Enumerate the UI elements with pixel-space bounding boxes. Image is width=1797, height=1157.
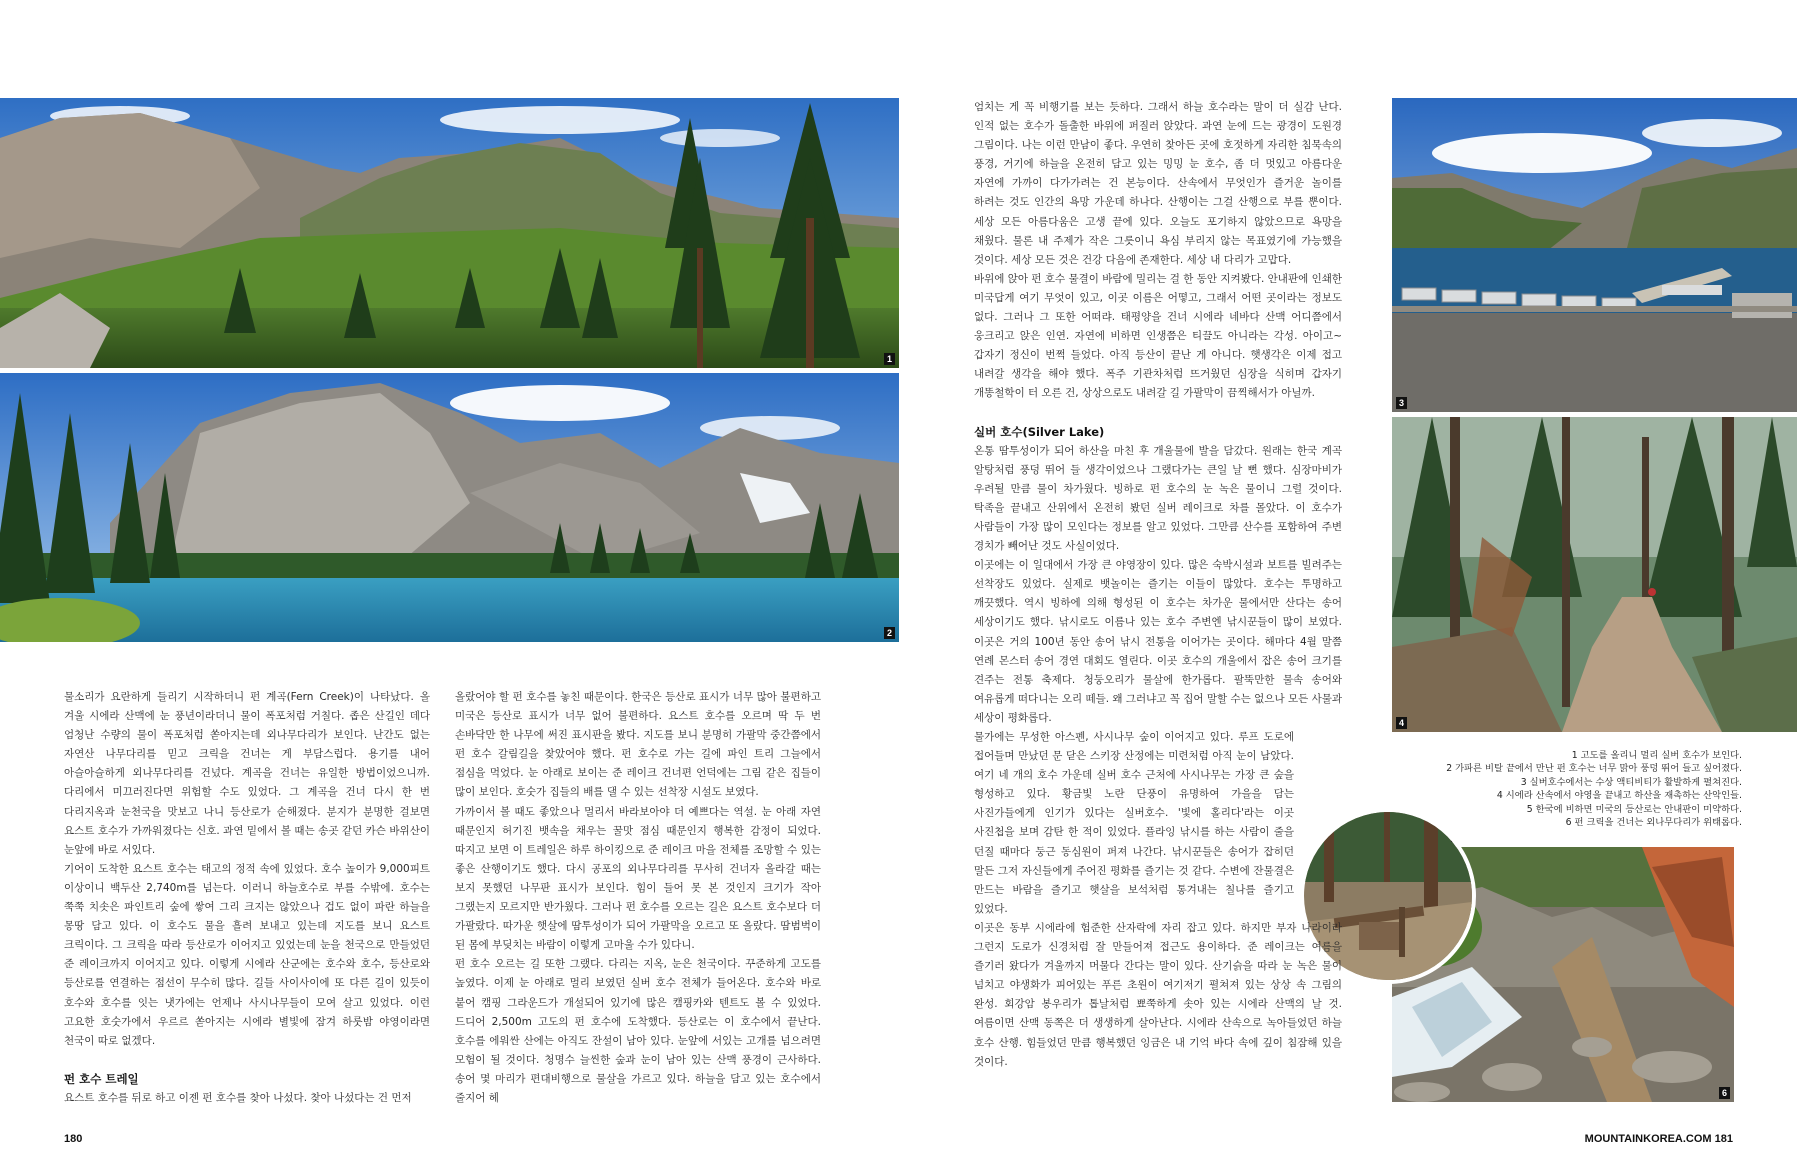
caption-1: 1 고도를 올리니 멀리 실버 호수가 보인다. — [1571, 750, 1742, 761]
photo-number-badge: 6 — [1719, 1087, 1730, 1099]
photo-number-badge: 1 — [884, 353, 895, 365]
photo-captions — [1442, 749, 1742, 829]
photo-number-badge: 2 — [884, 627, 895, 639]
caption-3: 3 실버호수에서는 수상 액티비티가 활발하게 펼쳐진다. — [1520, 776, 1742, 788]
magazine-site: MOUNTAINKOREA.COM — [1584, 1133, 1712, 1145]
body-paragraph: 가까이서 볼 때도 좋았으나 멀리서 바라보아야 더 예쁘다는 역설. 눈 아래 자연 때문인지 허기진 뱃속을 채우는 꿀맛 점심 때문인지 행복한 감정이 되었다. 따지고 보면 이 트레일은 하루 하이킹으로 준 레이크 마을 전체를 조망할 수 있는 좋은 산행이기도 했다. 다시 공포의 외나무다리를 무사히 건너자 올라갈 때는 보지 못했던 나무판 표시가 보인다. 힘이 들어 못 본 것인지 크기가 작아 그랬는지 모르지만 반가웠다. 그러나 펀 호수를 오르는 길은 요스트 호수보다 더 가팔랐다. 따가운 햇살에 땀투성이가 되어 가팔막을 오르고 또 올랐다. 땀범벅이 된 몸에 부딪치는 바람이 이렇게 고마울 수가 있다니. — [455, 805, 821, 952]
left-page-column-1 — [64, 688, 430, 1108]
left-page-column-2 — [455, 688, 821, 1108]
photo-forest-trail — [1392, 417, 1797, 732]
folio-right — [1585, 1133, 1733, 1145]
body-paragraph: 기어이 도착한 요스트 호수는 태고의 정적 속에 있었다. 호수 높이가 9,000피트 이상이니 백두산 2,740m를 넘는다. 이러니 하늘호수로 부를 수밖에. 호수는 쭉쭉 치솟은 파인트리 숲에 쌓여 그리 크지는 않았으나 겁도 없이 파란 하늘을 몽땅 담고 있다. 이 호수도 물을 흘려 보내고 있는데 지도를 보니 요스트 크릭이다. 그 크릭을 따라 등산로가 이어지고 있었는데 눈을 천국으로 만들었던 준 레이크까지 이어지고 있다. 이렇게 시에라 산군에는 호수와 호수, 등산로와 등산로를 연결하는 점선이 무수히 많다. 길들 사이사이에 또 다른 길이 있듯이 호수와 호수를 잇는 냇가에는 언제나 사시나무들이 모여 살고 있었다. 이런 고요한 호숫가에서 우르르 쏟아지는 시에라 별빛에 잠겨 하룻밤 야영이라면 천국이 따로 없겠다. — [64, 862, 430, 1047]
body-paragraph: 펀 호수 오르는 길 또한 그랬다. 다리는 지옥, 눈은 천국이다. 꾸준하게 고도를 높였다. 이제 눈 아래로 멀리 보였던 실버 호수 전체가 들어온다. 호수와 바로 붙어 캠핑 그라운드가 개설되어 있기에 많은 캠핑카와 텐트도 볼 수 있었다. 드디어 2,500m 고도의 펀 호수에 도착했다. 등산로는 이 호수에서 끝난다. 호수를 에워싼 산에는 아직도 잔설이 남아 있다. 눈앞에 서있는 고개를 넘으려면 모험이 될 것이다. 청명수 늘씬한 숲과 눈이 남아 있는 산맥 풍경이 근사하다. 송어 몇 마리가 편대비행으로 물살을 가르고 있다. 하늘을 담고 있는 호수에서 줄지어 헤 — [455, 958, 821, 1104]
photo-number-badge: 3 — [1396, 397, 1407, 409]
body-paragraph: 이곳은 동부 시에라에 험준한 산자락에 자리 잡고 있다. 하지만 부자 나라이라 그런지 도로가 신경처럼 잘 만들어져 접근도 용이하다. 준 레이크는 여름을 즐기러 왔다가 겨울까지 머물다 간다는 말이 있다. 산기슭을 따라 눈 녹은 물이 넘치고 야생화가 피어있는 푸른 초원이 여기저기 펼쳐져 있는 상상 속 그림의 완성. 회강암 봉우리가 톱날처럼 뾰쭉하게 솟아 있는 시에라 산맥의 날 것. 여름이면 산맥 동쪽은 더 생생하게 살아난다. 시에라 산속으로 녹아들었던 하늘 호수 산행. 힘들었던 만큼 행복했던 잉금은 내 기억 바다 속에 깊이 침잠해 있을 것이다. — [974, 921, 1342, 1068]
caption-2: 2 가파른 비탈 끝에서 만난 펀 호수는 너무 맑아 풍덩 뛰어 들고 싶어졌다. — [1446, 763, 1742, 775]
photo-number-badge: 5 — [1451, 830, 1462, 842]
photo-fern-lake — [0, 373, 899, 642]
right-page-column — [974, 98, 1342, 1072]
body-paragraph: 바위에 앉아 펀 호수 물결이 바람에 밀리는 걸 한 동안 지켜봤다. 안내판에 인쇄한 미국답게 여기 무엇이 있고, 이곳 이름은 어떻고, 그래서 어떤 곳이라는 정보도 없다. 그러나 그 또한 어떠랴. 태평양을 건너 시에라 네바다 산맥 어디쯤에서 웅크리고 앉은 인연. 자연에 비하면 인생쯤은 티끌도 아니라는 각성. 아이고~ 갑자기 정신이 번쩍 들었다. 아직 등산이 끝난 게 아니다. 햇생각은 이제 접고 내려갈 생각을 해야 했다. 폭주 기관차처럼 뜨거웠던 심장을 식히며 갑자기 개똥철학이 터 오른 건, 상상으로도 내려갈 길 가팔막이 끔찍해서가 아닐까. — [974, 272, 1342, 400]
body-paragraph: 요스트 호수를 뒤로 하고 이젠 펀 호수를 찾아 나섰다. 찾아 나섰다는 건 먼저 — [64, 1091, 412, 1104]
section-heading: 펀 호수 트레일 — [64, 1071, 139, 1086]
body-paragraph: 물소리가 요란하게 들리기 시작하더니 펀 계곡(Fern Creek)이 나타났다. 올 겨울 시에라 산맥에 눈 풍년이라더니 물이 폭포처럼 거칠다. 좁은 산길인 데다 엄청난 수량의 물이 폭포처럼 쏟아지는데 외나무다리가 보인다. 난간도 없는 자연산 나무다리를 믿고 크릭을 건너는 게 부담스럽다. 용기를 내어 아슬아슬하게 외나무다리를 건넜다. 계곡을 건너는 유일한 방법이었으니까. 다리에서 미끄러진다면 위험할 수도 있었다. 그 계곡을 건너 다시 한 번 다리지옥과 눈천국을 맛보고 나니 등산로가 순해졌다. 분지가 분명한 걸보면 요스트 호수가 가까워졌다는 신호. 과연 밑에서 볼 때는 송곳 같던 카슨 바위산이 눈앞에 바로 서있다. — [64, 691, 430, 856]
photo-valley-panorama — [0, 98, 899, 368]
caption-4: 4 시에라 산속에서 야영을 끝내고 하산을 재촉하는 산악인들. — [1496, 790, 1742, 802]
photo-silver-lake-docks — [1392, 98, 1797, 412]
caption-6: 6 펀 크릭을 건너는 외나무다리가 위태롭다. — [1565, 817, 1742, 829]
body-paragraph: 올랐어야 할 펀 호수를 놓친 때문이다. 한국은 등산로 표시가 너무 많아 불편하고 미국은 등산로 표시가 너무 없어 불편하다. 요스트 호수를 오르며 딱 두 번 손바닥만 한 나무에 써진 표시판을 봤다. 지도를 보니 분명히 가팔막 중간쯤에서 펀 호수 갈림길을 찾았어야 했다. 펀 호수로 가는 길에 파인 트리 그늘에서 점심을 먹었다. 눈 아래로 보이는 준 레이크 건너편 언덕에는 그림 같은 집들이 많이 보인다. 호숫가 집들의 배를 댈 수 있는 선착장 시설도 보였다. — [455, 691, 821, 799]
body-paragraph: 물가에는 무성한 아스펜, 사시나무 숲이 이어지고 있다. 루프 도로에 접어들며 만났던 문 닫은 스키장 산정에는 미련처럼 아직 눈이 남았다. 여기 네 개의 호수 가운데 실버 호수 근처에 사시나무는 가장 큰 숲을 형성하고 있다. 황금빛 노란 단풍이 유명하여 가을을 담는 사진가들에게 인기가 있다는 실버호수. '빛에 홀리다'라는 이곳 사진첩을 보며 감탄 한 적이 있었다. 플라잉 낚시를 하는 사람이 줄을 던질 때마다 둥근 동심원이 퍼져 나간다. 낚시꾼들은 송어가 잡히던 말든 그저 자신들에게 주어진 평화를 즐기는 것 같다. 수변에 잔물결은 만드는 바람을 즐기고 햇살을 보석처럼 통겨내는 칠나를 즐기고 있었다. — [974, 731, 1294, 915]
caption-5: 5 한국에 비하면 미국의 등산로는 안내판이 미약하다. — [1526, 803, 1742, 815]
body-paragraph: 이곳에는 이 일대에서 가장 큰 야영장이 있다. 많은 숙박시설과 보트를 빌려주는 선착장도 있었다. 실제로 뱃놀이는 즐기는 이들이 많았다. 호수는 투명하고 깨끗했다. 역시 빙하에 의해 형성된 이 호수는 차가운 물에서만 산다는 송어 세상이기도 했다. 낚시로도 이름나 있는 호수 주변엔 낚시꾼들이 많이 보였다. 이곳은 거의 100년 동안 송어 낚시 전통을 이어가는 곳이다. 해마다 4월 말쯤 연례 몬스터 송어 경연 대회도 열린다. 이곳 호수의 개울에서 잡은 송어 크기를 견주는 전통 축제다. 청둥오리가 물살에 한가롭다. 팔뚝만한 물속 송어와 여유롭게 떠다니는 오리 떼들. 왜 그러냐고 꼭 집어 말할 수는 없으나 모든 사물과 세상이 평화롭다. — [974, 559, 1342, 724]
page-number-left: 180 — [64, 1133, 83, 1145]
page-number-right: 181 — [1714, 1133, 1733, 1145]
photo-number-badge: 4 — [1396, 717, 1407, 729]
section-heading: 실버 호수(Silver Lake) — [974, 424, 1105, 439]
body-paragraph: 엄치는 게 꼭 비행기를 보는 듯하다. 그래서 하늘 호수라는 말이 더 실감 난다. 인적 없는 호수가 돌출한 바위에 퍼질러 앉았다. 과연 눈에 드는 광경이 도원경 그림이다. 나는 이런 만남이 좋다. 우연히 찾아든 곳에 호젓하게 자리한 침묵속의 풍경, 거기에 하늘을 온전히 담고 있는 밍밍 눈 호수, 좀 더 멋있고 아름다운 자연에 가까이 다가가려는 건 본능이다. 산속에서 무엇인가 즐거운 놀이를 하려는 것도 인간의 욕망 가운데 하나다. 산행이는 그걸 산행으로 부를 뿐이다. 세상 모든 아름다움은 고생 끝에 있다. 오늘도 포기하지 않았으므로 욕망을 채웠다. 물론 내 주제가 작은 그릇이니 욕심 부리지 않는 목표였기에 가능했을 것이다. 세상 모든 것은 건강 다음에 존재한다. 세상 내 다리가 고맙다. — [974, 101, 1342, 266]
body-paragraph: 온통 땀투성이가 되어 하산을 마친 후 개울물에 발을 담갔다. 원래는 한국 계곡 알탕처럼 풍덩 뛰어 들 생각이었으나 그랬다가는 큰일 날 뻔 했다. 심장마비가 우려될 만큼 물이 차가웠다. 빙하로 펀 호수의 눈 녹은 물이니 그럴 것이다. 탁족을 끝내고 산위에서 온전히 봤던 실버 레이크로 차를 몰았다. 이 호수가 사람들이 가장 많이 모인다는 정보를 알고 있었다. 그만큼 산수를 포함하여 주변 경치가 빼어난 것도 사실이었다. — [974, 444, 1342, 553]
